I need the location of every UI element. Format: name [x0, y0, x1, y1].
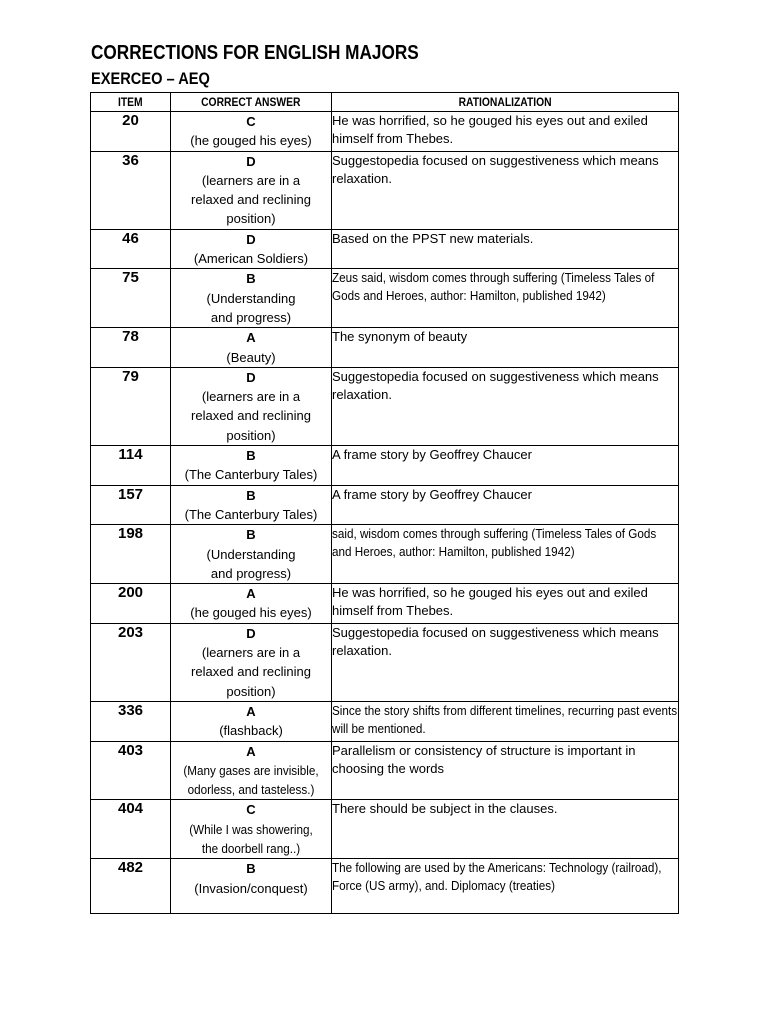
table-row	[91, 859, 679, 914]
answer-letter: C	[246, 114, 256, 129]
table-row	[91, 367, 679, 445]
item-number: 36	[91, 151, 171, 229]
answer-note: (Understanding and progress)	[206, 290, 296, 325]
table-row	[91, 741, 679, 800]
answer-note: (learners are in a relaxed and reclining position)	[191, 172, 311, 227]
rationale-cell: A frame story by Geoffrey Chaucer	[332, 485, 679, 525]
table-row	[91, 701, 679, 741]
rationale-cell: Suggestopedia focused on suggestiveness which means relaxation.	[332, 367, 679, 445]
table-row	[91, 328, 679, 368]
answer-cell	[171, 367, 332, 445]
item-number: 336	[91, 701, 171, 741]
item-number: 46	[91, 229, 171, 269]
rationale-cell: Based on the PPST new materials.	[332, 229, 679, 269]
answer-cell	[171, 112, 332, 152]
answer-cell	[171, 584, 332, 624]
item-number: 75	[91, 269, 171, 328]
answer-letter: B	[246, 527, 256, 543]
answer-note: (Many gases are invisible, odorless, and tasteless.)	[183, 762, 319, 798]
answer-note: (he gouged his eyes)	[190, 133, 312, 149]
table-row	[91, 229, 679, 269]
answer-note: (While I was showering, the doorbell rang..)	[189, 821, 313, 856]
table-row	[91, 112, 679, 152]
answer-note: (flashback)	[219, 723, 283, 739]
answer-cell	[171, 328, 332, 368]
table-row	[91, 269, 679, 328]
answer-cell	[171, 741, 332, 800]
answer-note: (Beauty)	[226, 349, 276, 365]
answer-letter: A	[246, 703, 256, 719]
item-number: 20	[91, 112, 171, 152]
answer-letter: A	[246, 330, 256, 346]
rationale-cell: Since the story shifts from different timelines, recurring past events will be mentioned.	[332, 701, 679, 741]
item-number: 157	[91, 485, 171, 525]
answer-note: (Understanding and progress)	[206, 546, 296, 581]
item-number: 78	[91, 328, 171, 368]
header-correct-answer: CORRECT ANSWER	[171, 93, 332, 112]
table-row	[91, 446, 679, 486]
rationale-cell: He was horrified, so he gouged his eyes out and exiled himself from Thebes.	[332, 584, 679, 624]
rationale-cell: The following are used by the Americans: Technology (railroad), Force (US army), and. Diplomacy (treaties)	[332, 859, 679, 914]
answer-letter: B	[246, 861, 256, 877]
table-row	[91, 800, 679, 859]
rationale-cell: Suggestopedia focused on suggestiveness which means relaxation.	[332, 623, 679, 701]
rationale-cell: There should be subject in the clauses.	[332, 800, 679, 859]
item-number: 482	[91, 859, 171, 914]
answer-cell	[171, 151, 332, 229]
rationale-cell: A frame story by Geoffrey Chaucer	[332, 446, 679, 486]
item-number: 79	[91, 367, 171, 445]
answer-letter: B	[246, 271, 256, 287]
rationale-cell: He was horrified, so he gouged his eyes out and exiled himself from Thebes.	[332, 112, 679, 152]
answer-letter: D	[246, 153, 256, 169]
answer-letter: C	[246, 802, 256, 818]
table-header-row	[91, 93, 679, 112]
item-number: 203	[91, 623, 171, 701]
answer-note: (he gouged his eyes)	[190, 605, 312, 621]
item-number: 114	[91, 446, 171, 486]
rationale-cell: said, wisdom comes through suffering (Timeless Tales of Gods and Heroes, author: Hamilton, published 1942)	[332, 525, 679, 584]
rationale-cell: The synonym of beauty	[332, 328, 679, 368]
table-row	[91, 525, 679, 584]
answer-letter: B	[246, 487, 256, 503]
table-row	[91, 623, 679, 701]
rationale-cell: Zeus said, wisdom comes through suffering (Timeless Tales of Gods and Heroes, author: Hamilton, published 1942)	[332, 269, 679, 328]
answer-note: (American Soldiers)	[193, 251, 309, 267]
item-number: 403	[91, 741, 171, 800]
header-item: ITEM	[91, 93, 171, 112]
answer-note: (The Canterbury Tales)	[184, 467, 318, 483]
answer-cell	[171, 446, 332, 486]
answer-cell	[171, 525, 332, 584]
answer-note: (learners are in a relaxed and reclining position)	[191, 389, 311, 443]
page-title: CORRECTIONS FOR ENGLISH MAJORS	[91, 42, 419, 64]
rationale-cell: Suggestopedia focused on suggestiveness which means relaxation.	[332, 151, 679, 229]
answer-cell	[171, 859, 332, 914]
answer-cell	[171, 229, 332, 269]
answer-cell	[171, 269, 332, 328]
rationale-cell: Parallelism or consistency of structure is important in choosing the words	[332, 741, 679, 800]
table-row	[91, 485, 679, 525]
answer-letter: D	[246, 625, 256, 641]
answer-cell	[171, 701, 332, 741]
answer-letter: D	[246, 369, 256, 385]
item-number: 198	[91, 525, 171, 584]
item-number: 200	[91, 584, 171, 624]
item-number: 404	[91, 800, 171, 859]
answer-letter: A	[246, 743, 256, 759]
answer-cell	[171, 485, 332, 525]
answer-note: (The Canterbury Tales)	[184, 506, 318, 522]
answer-cell	[171, 623, 332, 701]
table-row	[91, 151, 679, 229]
answer-letter: B	[246, 448, 256, 464]
page-subtitle: EXERCEO – AEQ	[91, 69, 210, 88]
answer-note: (learners are in a relaxed and reclining position)	[191, 645, 311, 699]
answer-letter: A	[246, 586, 256, 602]
corrections-table	[90, 92, 679, 914]
answer-letter: D	[246, 231, 256, 247]
answer-note: (Invasion/conquest)	[194, 880, 308, 896]
table-row	[91, 584, 679, 624]
header-rationalization: RATIONALIZATION	[332, 93, 679, 112]
answer-cell	[171, 800, 332, 859]
